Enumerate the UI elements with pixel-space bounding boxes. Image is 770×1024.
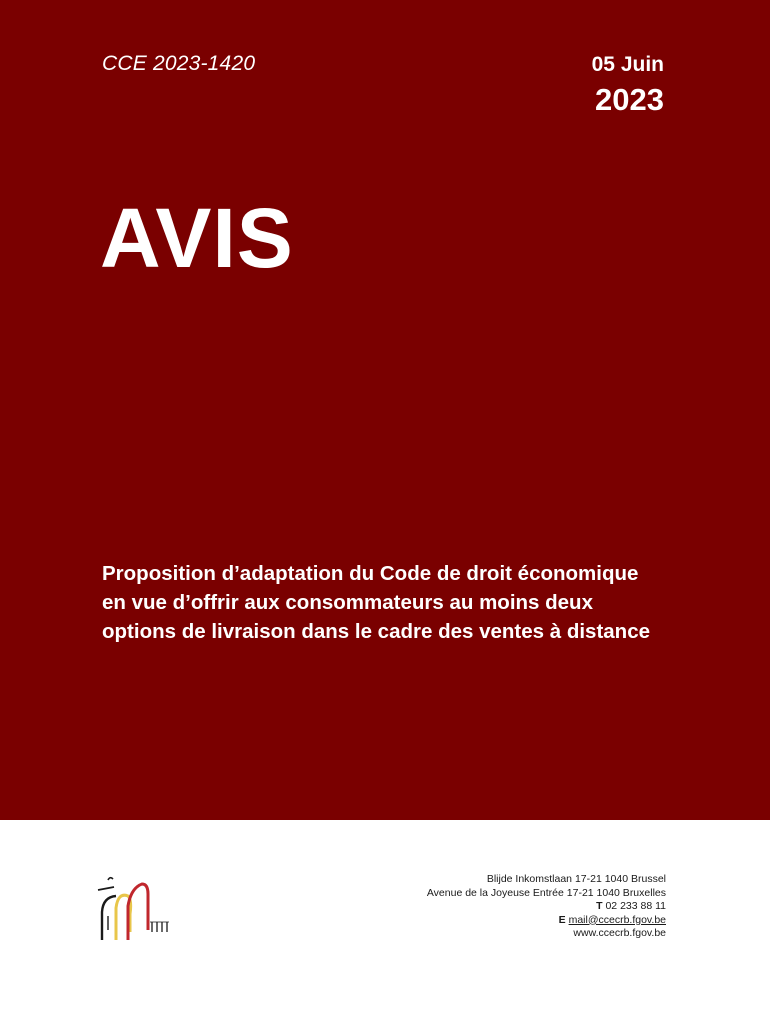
email-line <box>427 914 666 928</box>
phone-label: T <box>596 900 603 912</box>
website-link[interactable]: www.ccecrb.fgov.be <box>573 927 666 939</box>
document-reference: CCE 2023-1420 <box>102 52 256 75</box>
document-type-title: AVIS <box>100 191 294 285</box>
ccecrb-logo-icon <box>94 870 176 946</box>
address-french: Avenue de la Joyeuse Entrée 17-21 1040 Bruxelles <box>426 886 666 899</box>
phone-number: 02 233 88 11 <box>605 900 666 912</box>
date-year: 2023 <box>595 82 664 117</box>
contact-address <box>427 873 666 941</box>
document-subject: Proposition d’adaptation du Code de droit économique en vue d’offrir aux consommateurs au moins deux options de livraison dans le cadre des ventes à distance <box>102 562 651 643</box>
date-day-month: 05 Juin <box>591 53 664 76</box>
phone-line <box>427 900 666 914</box>
address-dutch: Blijde Inkomstlaan 17-21 1040 Brussel <box>486 873 666 885</box>
email-label: E <box>558 913 566 926</box>
footer <box>0 820 770 1024</box>
email-link[interactable]: mail@ccecrb.fgov.be <box>568 913 666 926</box>
